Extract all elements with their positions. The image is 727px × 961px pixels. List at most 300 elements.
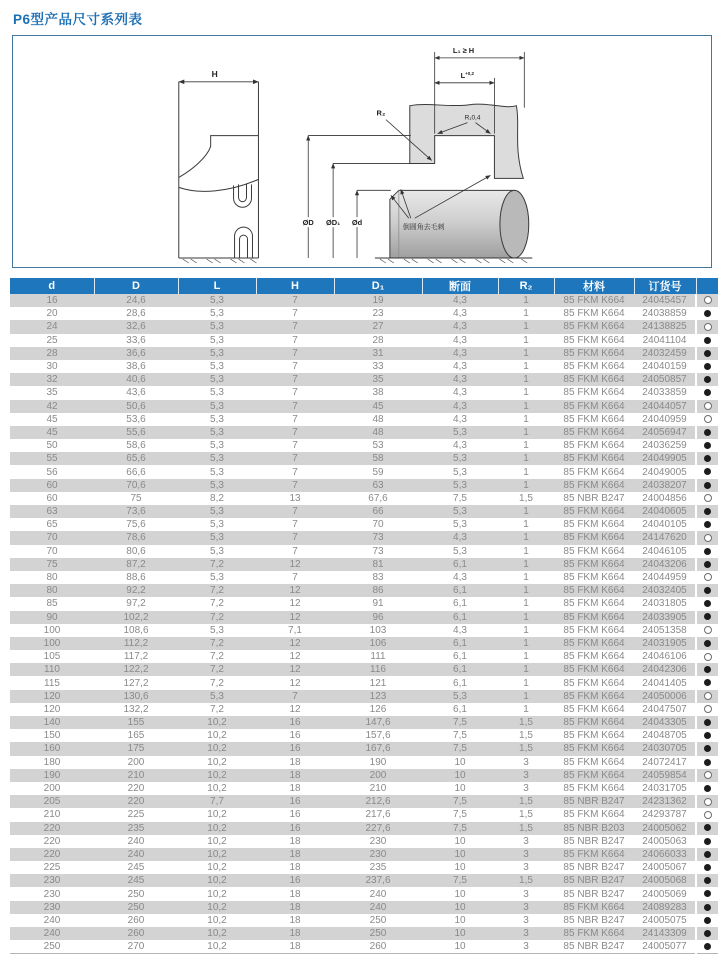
cell-d: 28: [10, 347, 94, 360]
cell-D1: 260: [334, 940, 422, 954]
cell-R2: 1,5: [498, 716, 554, 729]
cell-H: 7: [256, 307, 334, 320]
table-row: [10, 756, 718, 769]
cell-H: 7: [256, 439, 334, 452]
cell-H: 7: [256, 531, 334, 544]
cell-order-no: 24004856: [634, 492, 696, 505]
cell-D1: 23: [334, 307, 422, 320]
cell-section: 5,3: [422, 479, 498, 492]
cell-R2: 1: [498, 637, 554, 650]
table-row: [10, 663, 718, 676]
cell-R2: 3: [498, 848, 554, 861]
availability-cell: [696, 531, 718, 544]
availability-cell: [696, 439, 718, 452]
cell-d: 35: [10, 386, 94, 399]
table-row: [10, 334, 718, 347]
availability-cell: [696, 901, 718, 914]
cell-D: 33,6: [94, 334, 178, 347]
cell-section: 10: [422, 940, 498, 954]
cell-section: 10: [422, 756, 498, 769]
cell-d: 230: [10, 874, 94, 887]
cell-section: 5,3: [422, 690, 498, 703]
cell-L: 5,3: [178, 518, 256, 531]
cell-order-no: 24059854: [634, 769, 696, 782]
cell-R2: 1,5: [498, 795, 554, 808]
cell-H: 7,1: [256, 624, 334, 637]
cell-H: 16: [256, 742, 334, 755]
cell-material: 85 FKM K664: [554, 400, 634, 413]
filled-dot-icon: [704, 548, 711, 555]
cell-section: 4,3: [422, 439, 498, 452]
table-row: [10, 584, 718, 597]
r1-radius-label: R₁0,4: [464, 114, 481, 122]
availability-cell: [696, 373, 718, 386]
availability-cell: [696, 650, 718, 663]
cell-R2: 1: [498, 400, 554, 413]
cell-L: 5,3: [178, 413, 256, 426]
cell-order-no: 24231362: [634, 795, 696, 808]
cell-D1: 237,6: [334, 874, 422, 887]
dia-d-label: Ød: [351, 218, 363, 228]
cell-d: 30: [10, 360, 94, 373]
cell-D1: 83: [334, 571, 422, 584]
cell-section: 10: [422, 887, 498, 900]
cell-L: 5,3: [178, 505, 256, 518]
cell-L: 7,7: [178, 795, 256, 808]
cell-D: 38,6: [94, 360, 178, 373]
cell-D: 132,2: [94, 703, 178, 716]
availability-cell: [696, 663, 718, 676]
cell-material: 85 FKM K664: [554, 690, 634, 703]
cell-H: 7: [256, 373, 334, 386]
cell-L: 5,3: [178, 624, 256, 637]
cell-D: 220: [94, 782, 178, 795]
cell-R2: 1: [498, 518, 554, 531]
cell-R2: 1: [498, 479, 554, 492]
cell-d: 240: [10, 914, 94, 927]
cell-material: 85 NBR B247: [554, 835, 634, 848]
filled-dot-icon: [704, 864, 711, 871]
cell-D1: 38: [334, 386, 422, 399]
dia-D1-label: ØD₁: [325, 218, 341, 228]
cell-section: 4,3: [422, 307, 498, 320]
cell-section: 6,1: [422, 650, 498, 663]
cell-D: 92,2: [94, 584, 178, 597]
filled-dot-icon: [704, 376, 711, 383]
filled-dot-icon: [704, 943, 711, 950]
cell-H: 7: [256, 320, 334, 333]
cell-order-no: 24143309: [634, 927, 696, 940]
cell-material: 85 FKM K664: [554, 676, 634, 689]
cell-d: 200: [10, 782, 94, 795]
table-row: [10, 782, 718, 795]
availability-cell: [696, 452, 718, 465]
cell-D: 32,6: [94, 320, 178, 333]
cell-D: 117,2: [94, 650, 178, 663]
availability-cell: [696, 690, 718, 703]
cell-H: 12: [256, 663, 334, 676]
cell-section: 7,5: [422, 742, 498, 755]
dim-l-label: $L^{+0,2}$: [460, 70, 474, 80]
cell-order-no: 24048705: [634, 729, 696, 742]
cell-L: 5,3: [178, 373, 256, 386]
table-row: [10, 848, 718, 861]
cell-H: 7: [256, 545, 334, 558]
cell-d: 85: [10, 597, 94, 610]
cell-R2: 1: [498, 452, 554, 465]
cell-d: 110: [10, 663, 94, 676]
availability-cell: [696, 927, 718, 940]
cell-D1: 73: [334, 531, 422, 544]
cell-D: 122,2: [94, 663, 178, 676]
cell-order-no: 24031905: [634, 637, 696, 650]
cell-L: 7,2: [178, 584, 256, 597]
col-header-H: H: [256, 278, 334, 294]
cell-material: 85 FKM K664: [554, 703, 634, 716]
cell-material: 85 FKM K664: [554, 597, 634, 610]
availability-cell: [696, 360, 718, 373]
cell-H: 16: [256, 808, 334, 821]
cell-order-no: 24293787: [634, 808, 696, 821]
table-row: [10, 822, 718, 835]
cell-material: 85 FKM K664: [554, 848, 634, 861]
cell-H: 7: [256, 347, 334, 360]
cell-order-no: 24043206: [634, 558, 696, 571]
dim-l1-label: L₁ ≥ H: [452, 45, 475, 55]
cell-material: 85 FKM K664: [554, 558, 634, 571]
cell-material: 85 FKM K664: [554, 518, 634, 531]
cell-D1: 70: [334, 518, 422, 531]
cell-order-no: 24147620: [634, 531, 696, 544]
cell-D1: 103: [334, 624, 422, 637]
cell-D1: 167,6: [334, 742, 422, 755]
cell-D1: 86: [334, 584, 422, 597]
r2-radius-label: R₂: [376, 108, 386, 118]
cell-d: 50: [10, 439, 94, 452]
availability-cell: [696, 703, 718, 716]
cell-d: 65: [10, 518, 94, 531]
cell-H: 18: [256, 782, 334, 795]
filled-dot-icon: [704, 442, 711, 449]
cell-D: 78,6: [94, 531, 178, 544]
cell-D1: 31: [334, 347, 422, 360]
cell-D1: 210: [334, 782, 422, 795]
cell-D: 245: [94, 874, 178, 887]
availability-cell: [696, 874, 718, 887]
cell-d: 230: [10, 887, 94, 900]
cell-section: 7,5: [422, 874, 498, 887]
cell-D: 55,6: [94, 426, 178, 439]
table-row: [10, 914, 718, 927]
cell-R2: 1,5: [498, 822, 554, 835]
open-dot-icon: [704, 323, 712, 331]
availability-cell: [696, 518, 718, 531]
cell-section: 10: [422, 914, 498, 927]
cell-d: 20: [10, 307, 94, 320]
availability-cell: [696, 848, 718, 861]
cell-H: 7: [256, 690, 334, 703]
cell-D: 40,6: [94, 373, 178, 386]
cell-L: 5,3: [178, 479, 256, 492]
cell-section: 10: [422, 835, 498, 848]
cell-H: 18: [256, 887, 334, 900]
cell-d: 80: [10, 584, 94, 597]
open-dot-icon: [704, 534, 712, 542]
availability-cell: [696, 940, 718, 954]
cell-material: 85 NBR B247: [554, 887, 634, 900]
table-row: [10, 874, 718, 887]
cell-section: 4,3: [422, 531, 498, 544]
cell-material: 85 NBR B247: [554, 861, 634, 874]
open-dot-icon: [704, 415, 712, 423]
cell-D: 250: [94, 901, 178, 914]
availability-cell: [696, 584, 718, 597]
page-title: P6型产品尺寸系列表: [13, 12, 143, 27]
cell-section: 4,3: [422, 400, 498, 413]
cell-d: 70: [10, 545, 94, 558]
cell-H: 7: [256, 413, 334, 426]
cell-D: 240: [94, 848, 178, 861]
filled-dot-icon: [704, 508, 711, 515]
cell-R2: 3: [498, 901, 554, 914]
col-header-section: 断面: [422, 278, 498, 294]
cell-L: 5,3: [178, 307, 256, 320]
cell-material: 85 NBR B247: [554, 914, 634, 927]
availability-cell: [696, 782, 718, 795]
cell-D1: 111: [334, 650, 422, 663]
table-row: [10, 940, 718, 954]
cell-L: 5,3: [178, 360, 256, 373]
cell-D1: 59: [334, 465, 422, 478]
cell-order-no: 24005062: [634, 822, 696, 835]
cell-H: 18: [256, 927, 334, 940]
cell-section: 4,3: [422, 571, 498, 584]
cell-d: 100: [10, 637, 94, 650]
col-header-availability: [696, 278, 718, 294]
cell-order-no: 24040159: [634, 360, 696, 373]
cell-order-no: 24031705: [634, 782, 696, 795]
availability-cell: [696, 887, 718, 900]
cell-d: 32: [10, 373, 94, 386]
cell-H: 16: [256, 795, 334, 808]
cell-order-no: 24005068: [634, 874, 696, 887]
cell-L: 5,3: [178, 386, 256, 399]
cell-R2: 1: [498, 386, 554, 399]
table-row: [10, 769, 718, 782]
cell-order-no: 24050857: [634, 373, 696, 386]
filled-dot-icon: [704, 613, 711, 620]
cell-order-no: 24044959: [634, 571, 696, 584]
cell-section: 7,5: [422, 808, 498, 821]
cell-L: 10,2: [178, 901, 256, 914]
cell-D1: 212,6: [334, 795, 422, 808]
cell-D: 36,6: [94, 347, 178, 360]
availability-cell: [696, 545, 718, 558]
availability-cell: [696, 808, 718, 821]
cell-L: 5,3: [178, 545, 256, 558]
cell-material: 85 FKM K664: [554, 729, 634, 742]
cell-R2: 1: [498, 584, 554, 597]
availability-cell: [696, 479, 718, 492]
availability-cell: [696, 756, 718, 769]
cell-L: 10,2: [178, 835, 256, 848]
filled-dot-icon: [704, 732, 711, 739]
cell-material: 85 FKM K664: [554, 413, 634, 426]
cell-material: 85 FKM K664: [554, 465, 634, 478]
availability-cell: [696, 334, 718, 347]
cell-D1: 106: [334, 637, 422, 650]
cell-d: 80: [10, 571, 94, 584]
table-row: [10, 439, 718, 452]
table-row: [10, 307, 718, 320]
table-row: [10, 795, 718, 808]
cell-section: 10: [422, 861, 498, 874]
table-row: [10, 294, 718, 307]
cell-order-no: 24036259: [634, 439, 696, 452]
availability-cell: [696, 307, 718, 320]
availability-cell: [696, 611, 718, 624]
cell-material: 85 FKM K664: [554, 624, 634, 637]
table-row: [10, 637, 718, 650]
cell-D: 165: [94, 729, 178, 742]
cell-D: 155: [94, 716, 178, 729]
cell-section: 10: [422, 769, 498, 782]
cell-R2: 1: [498, 426, 554, 439]
cell-d: 140: [10, 716, 94, 729]
cell-d: 45: [10, 413, 94, 426]
cell-section: 4,3: [422, 294, 498, 307]
filled-dot-icon: [704, 363, 711, 370]
availability-cell: [696, 637, 718, 650]
cell-order-no: 24049005: [634, 465, 696, 478]
cell-L: 10,2: [178, 742, 256, 755]
availability-cell: [696, 769, 718, 782]
open-dot-icon: [704, 296, 712, 304]
cell-material: 85 NBR B247: [554, 874, 634, 887]
filled-dot-icon: [704, 930, 711, 937]
availability-cell: [696, 624, 718, 637]
filled-dot-icon: [704, 429, 711, 436]
table-row: [10, 703, 718, 716]
cell-material: 85 FKM K664: [554, 571, 634, 584]
cell-H: 12: [256, 611, 334, 624]
cell-material: 85 NBR B247: [554, 795, 634, 808]
table-row: [10, 400, 718, 413]
cell-R2: 3: [498, 887, 554, 900]
cell-material: 85 FKM K664: [554, 360, 634, 373]
cell-D1: 250: [334, 914, 422, 927]
cell-R2: 1: [498, 703, 554, 716]
cell-d: 75: [10, 558, 94, 571]
availability-cell: [696, 558, 718, 571]
open-dot-icon: [704, 653, 712, 661]
cell-d: 60: [10, 492, 94, 505]
cell-R2: 3: [498, 835, 554, 848]
cell-H: 18: [256, 835, 334, 848]
cell-d: 25: [10, 334, 94, 347]
cell-R2: 1: [498, 624, 554, 637]
availability-cell: [696, 742, 718, 755]
cell-R2: 1: [498, 505, 554, 518]
cell-d: 220: [10, 822, 94, 835]
open-dot-icon: [704, 705, 712, 713]
availability-cell: [696, 386, 718, 399]
cell-order-no: 24046106: [634, 650, 696, 663]
cell-L: 5,3: [178, 334, 256, 347]
cell-section: 7,5: [422, 822, 498, 835]
cell-material: 85 FKM K664: [554, 769, 634, 782]
cell-d: 16: [10, 294, 94, 307]
cell-order-no: 24044057: [634, 400, 696, 413]
cell-section: 10: [422, 901, 498, 914]
cell-R2: 1: [498, 439, 554, 452]
cell-L: 5,3: [178, 439, 256, 452]
cell-d: 150: [10, 729, 94, 742]
cell-order-no: 24040105: [634, 518, 696, 531]
cell-H: 18: [256, 901, 334, 914]
cell-L: 5,3: [178, 400, 256, 413]
cell-d: 120: [10, 690, 94, 703]
cell-D1: 250: [334, 927, 422, 940]
cell-order-no: 24042306: [634, 663, 696, 676]
table-row: [10, 545, 718, 558]
cell-material: 85 FKM K664: [554, 294, 634, 307]
cell-L: 10,2: [178, 861, 256, 874]
cell-D: 75,6: [94, 518, 178, 531]
table-body: [10, 294, 718, 954]
cell-d: 120: [10, 703, 94, 716]
cell-order-no: 24045457: [634, 294, 696, 307]
table-row: [10, 413, 718, 426]
table-row: [10, 611, 718, 624]
open-dot-icon: [704, 798, 712, 806]
cell-D1: 19: [334, 294, 422, 307]
cell-material: 85 FKM K664: [554, 545, 634, 558]
cell-material: 85 FKM K664: [554, 901, 634, 914]
filled-dot-icon: [704, 468, 711, 475]
cell-section: 6,1: [422, 637, 498, 650]
cell-section: 4,3: [422, 347, 498, 360]
filled-dot-icon: [704, 640, 711, 647]
filled-dot-icon: [704, 904, 711, 911]
cell-D1: 35: [334, 373, 422, 386]
filled-dot-icon: [704, 389, 711, 396]
filled-dot-icon: [704, 917, 711, 924]
cell-material: 85 FKM K664: [554, 347, 634, 360]
availability-cell: [696, 914, 718, 927]
cell-L: 10,2: [178, 769, 256, 782]
cell-material: 85 FKM K664: [554, 426, 634, 439]
cell-D1: 63: [334, 479, 422, 492]
cell-section: 7,5: [422, 492, 498, 505]
cell-D1: 240: [334, 887, 422, 900]
table-row: [10, 742, 718, 755]
cell-R2: 1: [498, 571, 554, 584]
filled-dot-icon: [704, 350, 711, 357]
col-header-L: L: [178, 278, 256, 294]
cell-order-no: 24056947: [634, 426, 696, 439]
cell-H: 7: [256, 426, 334, 439]
cell-H: 13: [256, 492, 334, 505]
cell-material: 85 NBR B247: [554, 492, 634, 505]
cell-R2: 3: [498, 756, 554, 769]
cell-D1: 67,6: [334, 492, 422, 505]
table-row: [10, 320, 718, 333]
cell-material: 85 FKM K664: [554, 782, 634, 795]
cell-R2: 1: [498, 545, 554, 558]
cell-material: 85 FKM K664: [554, 320, 634, 333]
table-row: [10, 650, 718, 663]
